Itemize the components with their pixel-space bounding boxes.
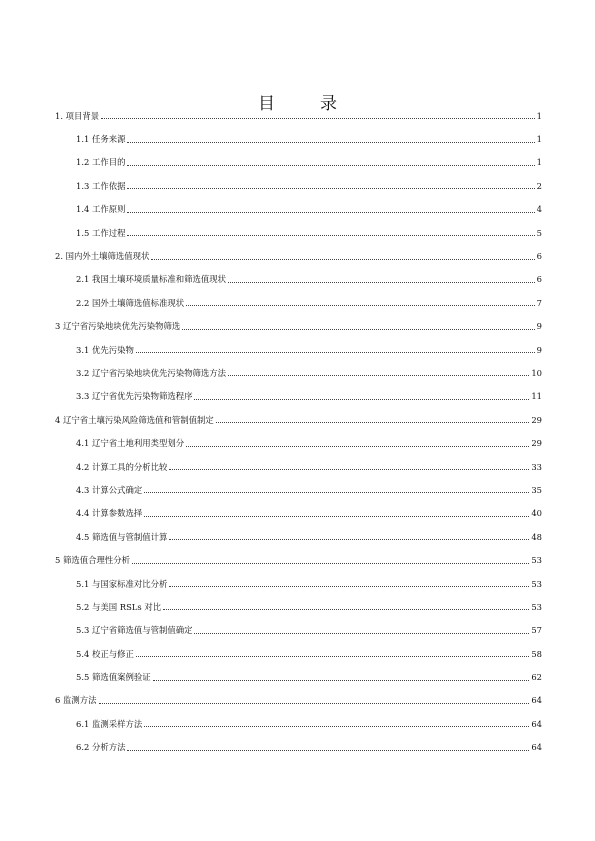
toc-entry-label: 3 辽宁省污染地块优先污染物筛选 (55, 321, 181, 332)
dot-leader (194, 399, 529, 400)
toc-entry[interactable] (0, 151, 595, 174)
toc-entry-page-number: 29 (531, 438, 542, 449)
toc-entry-label: 3.2 辽宁省污染地块优先污染物筛选方法 (76, 367, 226, 378)
toc-entry-page-number: 11 (531, 391, 542, 402)
dot-leader (144, 492, 529, 493)
toc-entry-page-number: 9 (536, 344, 542, 355)
toc-entry[interactable] (0, 502, 595, 525)
toc-entry-page-number: 2 (536, 180, 542, 191)
toc-entry[interactable] (0, 385, 595, 408)
toc-entry[interactable] (0, 338, 595, 361)
toc-entry[interactable] (0, 572, 595, 595)
toc-entry[interactable] (0, 689, 595, 712)
toc-entry[interactable] (0, 548, 595, 571)
dot-leader (194, 633, 529, 634)
toc-entry[interactable] (0, 315, 595, 338)
toc-entry[interactable] (0, 619, 595, 642)
toc-entry[interactable] (0, 712, 595, 735)
toc-entry-page-number: 57 (531, 625, 542, 636)
toc-entry-label: 5.4 校正与修正 (76, 648, 134, 659)
dot-leader (182, 329, 534, 330)
page-title: 目 录 (258, 94, 351, 115)
toc-entry-page-number: 40 (531, 508, 542, 519)
toc-entry-page-number: 1 (536, 157, 542, 168)
dot-leader (127, 212, 534, 213)
toc-entry-page-number: 53 (531, 578, 542, 589)
toc-entry[interactable] (0, 408, 595, 431)
toc-entry[interactable] (0, 525, 595, 548)
toc-entry[interactable] (0, 431, 595, 454)
dot-leader (228, 282, 535, 283)
dot-leader (144, 726, 529, 727)
toc-entry-label: 5.1 与国家标准对比分析 (76, 578, 168, 589)
dot-leader (153, 680, 530, 681)
dot-leader (144, 516, 529, 517)
toc-entry-page-number: 1 (536, 134, 542, 145)
dot-leader (216, 422, 530, 423)
dot-leader (127, 188, 534, 189)
toc-entry[interactable] (0, 361, 595, 384)
toc-entry-page-number: 5 (536, 227, 542, 238)
toc-entry-page-number: 9 (536, 321, 542, 332)
toc-entry-label: 1. 项目背景 (55, 110, 100, 121)
toc-entry-page-number: 64 (531, 695, 542, 706)
toc-entry[interactable] (0, 642, 595, 665)
toc-entry-label: 4 辽宁省土壤污染风险筛选值和管制值制定 (55, 414, 214, 425)
dot-leader (136, 656, 529, 657)
toc-entry-page-number: 64 (531, 718, 542, 729)
dot-leader (169, 586, 529, 587)
toc-entry-page-number: 29 (531, 414, 542, 425)
dot-leader (169, 469, 529, 470)
toc-entry-page-number: 7 (536, 297, 542, 308)
toc-entry-label: 1.2 工作目的 (76, 157, 126, 168)
dot-leader (228, 375, 529, 376)
table-of-contents (0, 104, 595, 759)
toc-entry-label: 1.3 工作依据 (76, 180, 126, 191)
toc-entry-label: 2. 国内外土壤筛选值现状 (55, 251, 150, 262)
toc-entry-label: 5.2 与美国 RSLs 对比 (76, 601, 162, 612)
toc-entry[interactable] (0, 736, 595, 759)
toc-entry-label: 3.3 辽宁省优先污染物筛选程序 (76, 391, 193, 402)
toc-entry[interactable] (0, 174, 595, 197)
toc-entry-label: 4.2 计算工具的分析比较 (76, 461, 168, 472)
toc-entry[interactable] (0, 455, 595, 478)
toc-entry[interactable] (0, 595, 595, 618)
toc-entry-page-number: 53 (531, 555, 542, 566)
toc-entry-label: 6 监测方法 (55, 695, 97, 706)
toc-entry[interactable] (0, 268, 595, 291)
toc-entry-page-number: 33 (531, 461, 542, 472)
toc-entry[interactable] (0, 221, 595, 244)
toc-entry-page-number: 58 (531, 648, 542, 659)
toc-entry-label: 2.2 国外土壤筛选值标准现状 (76, 297, 185, 308)
toc-entry-label: 6.2 分析方法 (76, 742, 126, 753)
toc-entry-page-number: 62 (531, 672, 542, 683)
toc-entry-label: 3.1 优先污染物 (76, 344, 134, 355)
dot-leader (136, 352, 535, 353)
dot-leader (99, 703, 530, 704)
dot-leader (127, 165, 534, 166)
toc-entry-label: 4.5 筛选值与管制值计算 (76, 531, 168, 542)
toc-entry-page-number: 53 (531, 601, 542, 612)
toc-entry-label: 5 筛选值合理性分析 (55, 555, 130, 566)
toc-entry[interactable] (0, 665, 595, 688)
toc-entry-label: 2.1 我国土壤环境质量标准和筛选值现状 (76, 274, 226, 285)
toc-entry[interactable] (0, 198, 595, 221)
dot-leader (127, 750, 529, 751)
toc-entry[interactable] (0, 127, 595, 150)
toc-entry[interactable] (0, 478, 595, 501)
toc-entry-label: 5.3 辽宁省筛选值与管制值确定 (76, 625, 193, 636)
toc-entry-page-number: 64 (531, 742, 542, 753)
toc-entry-page-number: 6 (536, 251, 542, 262)
dot-leader (163, 609, 529, 610)
dot-leader (101, 118, 535, 119)
dot-leader (186, 305, 535, 306)
toc-entry[interactable] (0, 244, 595, 267)
toc-entry-label: 6.1 监测采样方法 (76, 718, 143, 729)
toc-entry-page-number: 4 (536, 204, 542, 215)
toc-entry-page-number: 6 (536, 274, 542, 285)
toc-entry-page-number: 48 (531, 531, 542, 542)
toc-entry-label: 4.4 计算参数选择 (76, 508, 143, 519)
toc-entry-label: 4.1 辽宁省土地利用类型划分 (76, 438, 185, 449)
toc-entry-label: 5.5 筛选值案例验证 (76, 672, 151, 683)
toc-entry-page-number: 10 (531, 367, 542, 378)
toc-entry-label: 1.5 工作过程 (76, 227, 126, 238)
toc-entry-label: 1.4 工作原则 (76, 204, 126, 215)
toc-entry-label: 4.3 计算公式确定 (76, 484, 143, 495)
toc-entry-page-number: 35 (531, 484, 542, 495)
toc-entry[interactable] (0, 104, 595, 127)
toc-entry[interactable] (0, 291, 595, 314)
dot-leader (127, 235, 534, 236)
dot-leader (169, 539, 529, 540)
dot-leader (186, 446, 529, 447)
dot-leader (127, 142, 534, 143)
toc-entry-label: 1.1 任务来源 (76, 134, 126, 145)
dot-leader (132, 563, 529, 564)
dot-leader (151, 259, 534, 260)
toc-entry-page-number: 1 (536, 110, 542, 121)
